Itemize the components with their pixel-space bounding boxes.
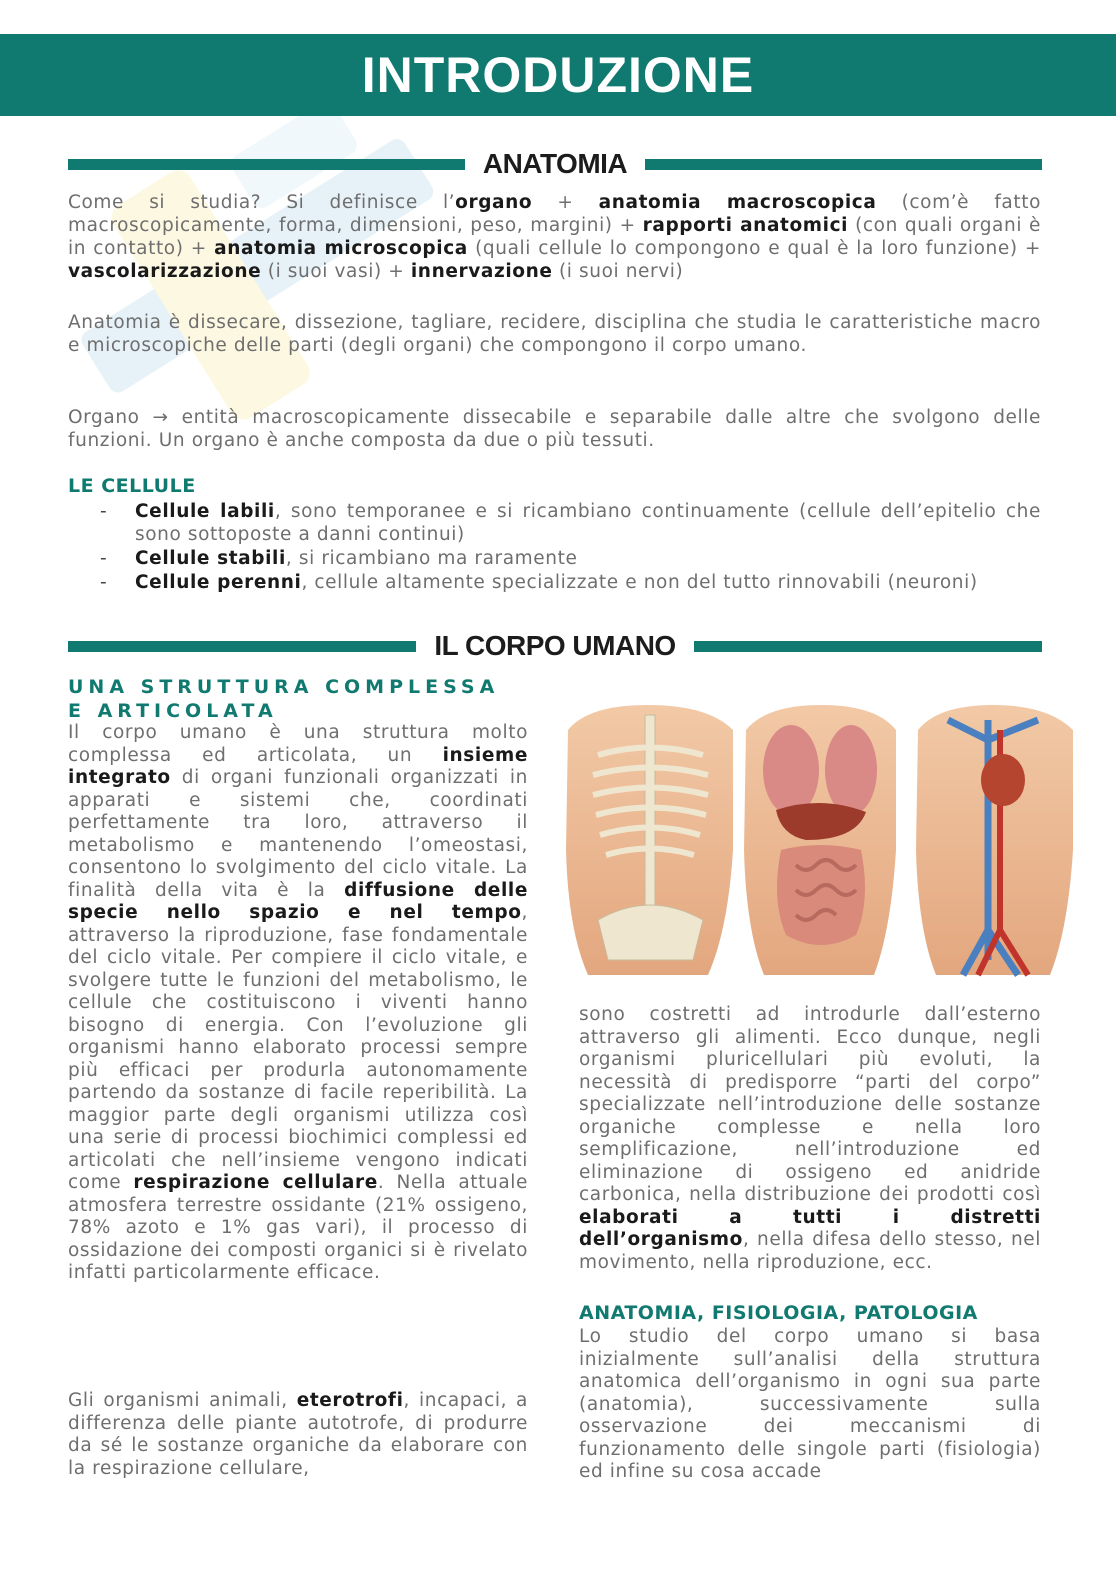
subheading-struttura-complessa: UNA STRUTTURA COMPLESSA E ARTICOLATA	[68, 676, 500, 722]
paragraph-eterotrofi: Gli organismi animali, eterotrofi, incapaci, a differenza delle piante autotrofe, di produrre da sé le sostanze organiche da elaborare con la respirazione cellulare,	[68, 1390, 528, 1479]
list-item: - Cellule perenni, cellule altamente specializzate e non del tutto rinnovabili (neuroni)	[100, 572, 978, 593]
paragraph-alimenti: sono costretti ad introdurle dall’esterno attraverso gli alimenti. Ecco dunque, negli organismi pluricellulari più evoluti, la necessità di predisporre “parti del corpo” specializzate nell’introduzione delle sostanze organiche complesse e nella loro semplificazione, nell’introduzione ed eliminazione di ossigeno ed anidride carbonica, nella distribuzione dei prodotti così elaborati a tutti i distretti dell’organismo, nella difesa dello stesso, nel movimento, nella riproduzione, ecc.	[579, 1004, 1041, 1273]
paragraph-come-si-studia: Come si studia? Si definisce l’organo + anatomia macroscopica (com’è fatto macroscopicamente, forma, dimensioni, peso, margini) + rapporti anatomici (con quali organi è in contatto) + anatomia microscopica (quali cellule lo compongono e qual è la loro funzione) + vascolarizzazione (i suoi vasi) + innervazione (i suoi nervi)	[68, 192, 1041, 282]
list-item: - Cellule stabili, si ricambiano ma raramente	[100, 548, 578, 569]
paragraph-organo: Organo → entità macroscopicamente dissecabile e separabile dalle altre che svolgono delle funzioni. Un organo è anche composta da due o più tessuti.	[68, 407, 1041, 451]
heading-bar-right	[694, 641, 1042, 652]
section-heading-anatomia	[68, 144, 1042, 184]
heading-bar-left	[68, 641, 416, 652]
section-title-corpo-umano: IL CORPO UMANO	[434, 630, 676, 661]
list-item: - Cellule labili, sono temporanee e si ricambiano continuamente (cellule dell’epitelio che sono sottoposte a danni continui)	[100, 501, 1041, 545]
paragraph-studio-corpo: Lo studio del corpo umano si basa inizialmente sull’analisi della struttura anatomica dell’organismo in ogni sua parte (anatomia), successivamente sulla osservazione dei meccanismi di funzionamento delle singole parti (fisiologia) ed infine su cosa accade	[579, 1326, 1041, 1482]
anatomy-torso-illustration	[558, 700, 1083, 980]
cellule-list	[68, 500, 1041, 595]
section-heading-corpo-umano	[68, 626, 1042, 666]
subheading-anatomia-fisiologia-patologia: ANATOMIA, FISIOLOGIA, PATOLOGIA	[579, 1302, 978, 1324]
page-title: INTRODUZIONE	[361, 47, 755, 103]
heading-bar-right	[645, 159, 1042, 170]
title-banner	[0, 34, 1116, 116]
subheading-le-cellule: LE CELLULE	[68, 475, 196, 497]
paragraph-corpo-umano: Il corpo umano è una struttura molto complessa ed articolata, un insieme integrato di organi funzionali organizzati in apparati e sistemi che, coordinati perfettamente tra loro, attraverso il metabolismo e mantenendo l’omeostasi, consentono lo svolgimento del ciclo vitale. La finalità della vita è la diffusione delle specie nello spazio e nel tempo, attraverso la riproduzione, fase fondamentale del ciclo vitale. Per compiere il ciclo vitale, e svolgere tutte le funzioni del metabolismo, le cellule che costituiscono i viventi hanno bisogno di energia. Con l’evoluzione gli organismi hanno elaborato processi sempre più efficaci per produrla autonomamente partendo da sostanze di facile reperibilità. La maggior parte degli organismi utilizza così una serie di processi biochimici complessi ed articolati che nell’insieme vengono indicati come respirazione cellulare. Nella attuale atmosfera terrestre ossidante (21% ossigeno, 78% azoto e 1% gas vari), il processo di ossidazione dei composti organici si è rivelato infatti particolarmente efficace.	[68, 722, 528, 1283]
paragraph-anatomia-definizione: Anatomia è dissecare, dissezione, tagliare, recidere, disciplina che studia le caratteristiche macro e microscopiche delle parti (degli organi) che compongono il corpo umano.	[68, 312, 1041, 356]
section-title-anatomia: ANATOMIA	[482, 148, 628, 179]
heading-bar-left	[68, 159, 465, 170]
